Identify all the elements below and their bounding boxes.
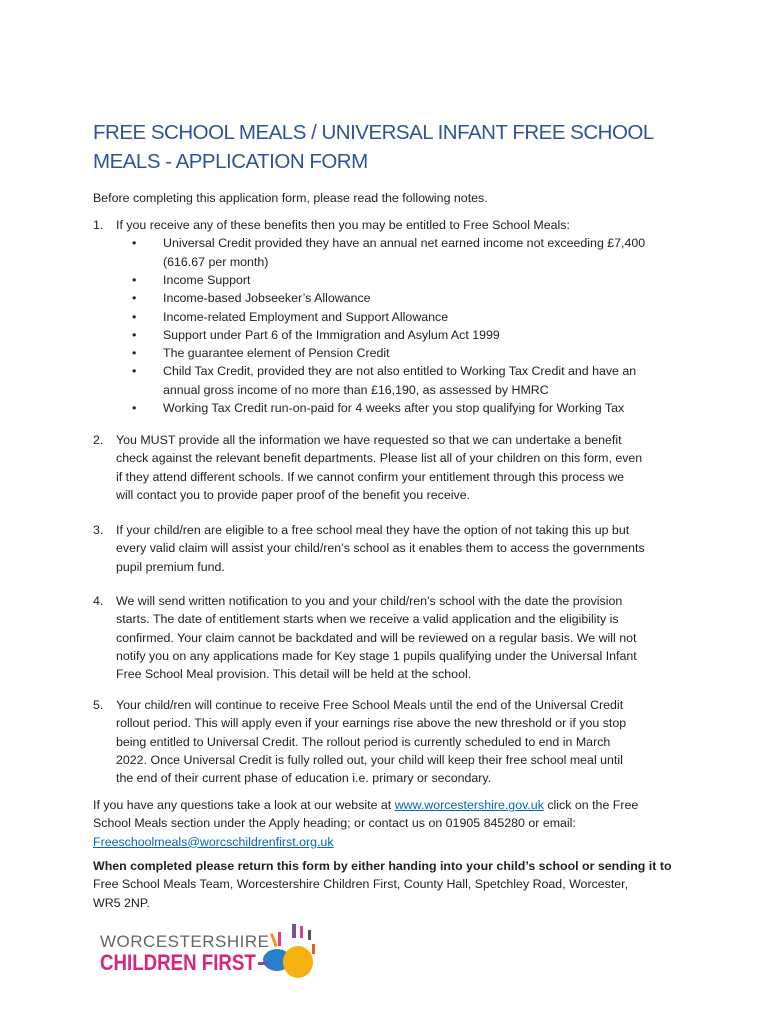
item-text: confirmed. Your claim cannot be backdated and will be reviewed on a regular basis. We will not (116, 630, 637, 645)
bullet-icon: • (132, 291, 137, 306)
worcestershire-children-first-logo (100, 922, 320, 982)
benefit-bullet (132, 399, 625, 417)
item-text: the end of their current phase of education i.e. primary or secondary. (116, 771, 492, 786)
bullet-icon: • (132, 272, 137, 287)
bullet-text: Working Tax Credit run-on-paid for 4 weeks after you stop qualifying for Working Tax (163, 401, 625, 415)
item-text: check against the relevant benefit departments. Please list all of your children on this form, even (116, 451, 643, 466)
benefit-bullet (132, 289, 371, 307)
bullet-text: The guarantee element of Pension Credit (163, 346, 390, 361)
item-text: Your child/ren will continue to receive Free School Meals until the end of the Universal Credit (116, 698, 624, 712)
bullet-text: Universal Credit provided they have an annual net earned income not exceeding £7,400 (163, 236, 646, 251)
contact-text: click on the Free (543, 798, 639, 812)
benefit-bullet (132, 271, 251, 289)
bullet-text: Child Tax Credit, provided they are not also entitled to Working Tax Credit and have an (163, 364, 637, 379)
title-line: MEALS - APPLICATION FORM (93, 150, 368, 173)
benefit-bullet (132, 326, 500, 344)
contact-text: School Meals section under the Apply heading; or contact us on 01905 845280 or email: (93, 816, 576, 831)
return-instruction: When completed please return this form by either handing into your child’s school or sending it to (93, 859, 672, 873)
item-text: will contact you to provide paper proof of the benefit you receive. (116, 487, 471, 502)
bullet-text: Income-related Employment and Support Allowance (163, 309, 449, 324)
bullet-icon: • (132, 236, 137, 251)
item-text: 2022. Once Universal Credit is fully rolled out, your child will keep their free school meal until (116, 752, 623, 767)
return-address: WR5 2NP. (93, 895, 150, 910)
contact-paragraph (93, 796, 693, 851)
item-number: 4. (93, 594, 104, 608)
item-number: 1. (93, 218, 104, 232)
item-text: If your child/ren are eligible to a free school meal they have the option of not taking this up but (116, 523, 630, 537)
item-number: 5. (93, 698, 104, 712)
logo-text: WORCESTERSHIRE (100, 932, 270, 951)
item-text: every valid claim will assist your child/ren’s school as it enables them to access the governments (116, 541, 645, 556)
benefit-bullet (132, 362, 637, 399)
bullet-text: annual gross income of no more than £16,190, as assessed by HMRC (163, 382, 549, 397)
benefit-bullet (132, 234, 646, 271)
item-text: being entitled to Universal Credit. The rollout period is currently scheduled to end in March (116, 734, 611, 749)
bullet-icon: • (132, 309, 137, 324)
item-number: 3. (93, 523, 104, 537)
email-link[interactable]: Freeschoolmeals@worcschildrenfirst.org.uk (93, 834, 334, 849)
website-link[interactable]: www.worcestershire.gov.uk (394, 798, 544, 812)
item-text: We will send written notification to you and your child/ren's school with the date the provision (116, 594, 623, 608)
intro-text: Before completing this application form, please read the following notes. (93, 191, 488, 205)
bullet-icon: • (132, 401, 137, 415)
handprint-icon (250, 922, 320, 982)
bullet-text: (616.67 per month) (163, 254, 269, 269)
item-text: if they attend different schools. If we cannot confirm your entitlement through this process we (116, 469, 625, 484)
logo-text: CHILDREN FIRST (100, 950, 256, 975)
item-text: notify you on any applications made for Key stage 1 pupils qualifying under the Universal Infant (116, 648, 637, 663)
benefit-bullet (132, 344, 390, 362)
item-number: 2. (93, 433, 104, 447)
item-text: You MUST provide all the information we have requested so that we can undertake a benefit (116, 433, 622, 447)
item-text: rollout period. This will apply even if your earnings rise above the new threshold or if you stop (116, 716, 627, 731)
item-text: Free School Meal provision. This detail will be held at the school. (116, 667, 472, 682)
bullet-text: Income Support (163, 272, 251, 287)
item-text: pupil premium fund. (116, 559, 225, 574)
benefit-bullet (132, 308, 449, 326)
return-paragraph (93, 857, 693, 912)
return-address: Free School Meals Team, Worcestershire Children First, County Hall, Spetchley Road, Worcester, (93, 877, 629, 892)
contact-text: If you have any questions take a look at our website at (93, 798, 395, 812)
bullet-text: Income-based Jobseeker’s Allowance (163, 291, 371, 306)
title-line: FREE SCHOOL MEALS / UNIVERSAL INFANT FREE SCHOOL (93, 121, 654, 144)
page-title (93, 118, 654, 176)
bullet-icon: • (132, 327, 137, 342)
item-text: starts. The date of entitlement starts when we receive a valid application and the eligibility is (116, 612, 619, 627)
bullet-text: Support under Part 6 of the Immigration and Asylum Act 1999 (163, 327, 500, 342)
item-text: If you receive any of these benefits then you may be entitled to Free School Meals: (116, 218, 570, 232)
bullet-icon: • (132, 346, 137, 361)
bullet-icon: • (132, 364, 137, 379)
